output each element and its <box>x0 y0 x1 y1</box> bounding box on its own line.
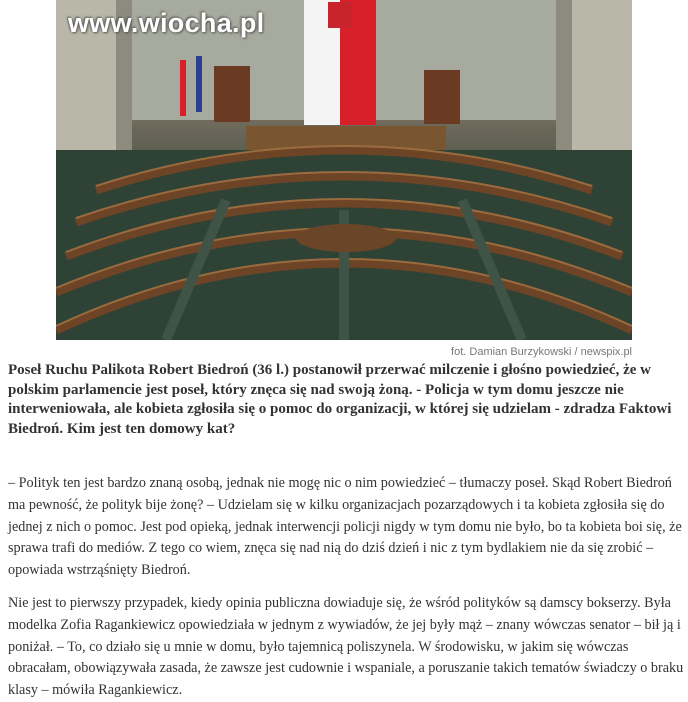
article-lead: Poseł Ruchu Palikota Robert Biedroń (36 l.) postanowił przerwać milczenie i głośno powiedzieć, że w polskim parlamencie jest poseł, który znęca się nad swoją żoną. - Policja w tym domu jeszcze nie interweniowała, ale kobieta zgłosiła się o pomoc do organizacji, w której się udzielam - zdradza Faktowi Biedroń. Kim jest ten domowy kat? <box>8 362 672 437</box>
site-watermark: www.wiocha.pl <box>68 8 265 38</box>
article-paragraph: – Polityk ten jest bardzo znaną osobą, jednak nie mogę nic o nim powiedzieć – tłumaczy poseł. Skąd Robert Biedroń ma pewność, że polityk bije żonę? – Udzielam się w kilku organizacjach pozarządowych i ta kobieta zgłosiła się do jednej z nich o pomoc. Jest pod opieką, jednak interwencji policji nigdy w tym domu nie było, bo ta kobieta boi się, że sprawa trafi do mediów. Z tego co wiem, znęca się nad nią do dziś dzień i nic z tym bydlakiem nie da się zrobić – opowiada wstrząśnięty Biedroń. <box>8 475 682 579</box>
article-paragraph: Nie jest to pierwszy przypadek, kiedy opinia publiczna dowiaduje się, że wśród polityków są damscy bokserzy. Była modelka Zofia Ragankiewicz opowiedziała w jednym z wywiadów, że jej były mąż – znany wówczas senator – bił ją i poniżał. – To, co działo się u mnie w domu, było tajemnicą poliszynela. W środowisku, w jakim się wówczas obracałam, obowiązywała zasada, że zawsze jest cudownie i wspaniale, a poruszanie takich tematów świadczy o braku klasy – mówiła Ragankiewicz. <box>8 595 684 699</box>
parliament-photo <box>56 0 632 340</box>
photo-credit: fot. Damian Burzykowski / newspix.pl <box>451 346 632 358</box>
parliament-hall-illustration <box>56 0 632 340</box>
